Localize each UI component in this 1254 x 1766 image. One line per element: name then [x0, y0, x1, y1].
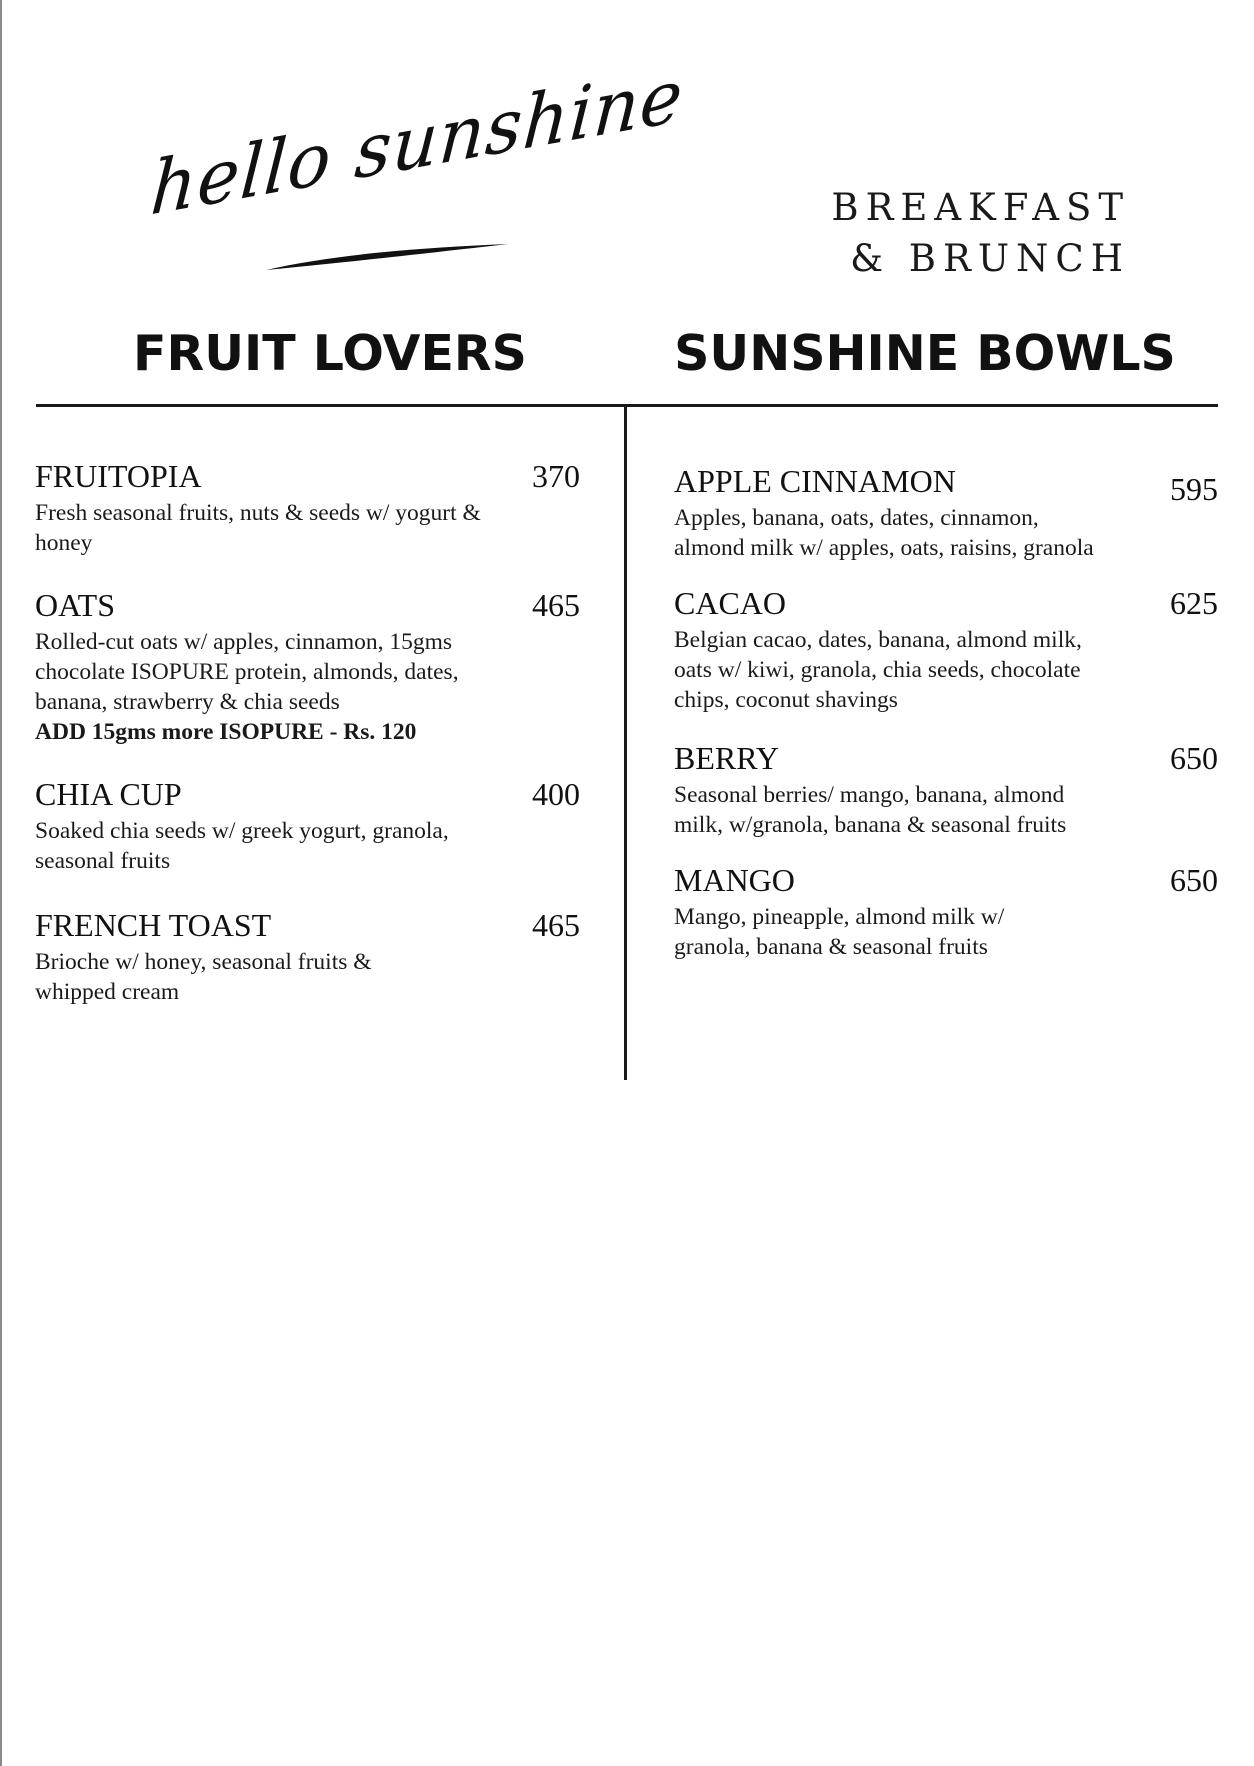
page-edge-divider: [0, 0, 2, 1766]
item-price: 370: [532, 458, 580, 494]
item-description: [674, 503, 1094, 563]
item-name: FRENCH TOAST: [35, 907, 272, 943]
item-price: 465: [532, 907, 580, 943]
item-price: 650: [1170, 740, 1218, 776]
section-title-sunshine-bowls: SUNSHINE BOWLS: [674, 325, 1176, 382]
item-desc-line: Belgian cacao, dates, banana, almond milk,: [674, 627, 1082, 653]
item-price: 400: [532, 776, 580, 812]
item-desc-line: Brioche w/ honey, seasonal fruits &: [35, 949, 372, 975]
item-desc-line: Fresh seasonal fruits, nuts & seeds w/ yogurt &: [35, 500, 481, 526]
item-desc-line: Rolled-cut oats w/ apples, cinnamon, 15gms: [35, 629, 453, 655]
menu-subtitle: [831, 182, 1130, 284]
item-desc-line: milk, w/granola, banana & seasonal fruits: [674, 812, 1067, 838]
horizontal-divider: [36, 404, 1218, 407]
item-desc-line: Apples, banana, oats, dates, cinnamon,: [674, 505, 1039, 531]
item-price: 595: [1170, 471, 1218, 507]
item-name: APPLE CINNAMON: [674, 463, 956, 499]
subtitle-line-1: BREAKFAST: [831, 186, 1130, 229]
item-desc-line: whipped cream: [35, 979, 180, 1005]
item-description: [674, 902, 1004, 962]
item-desc-line: chips, coconut shavings: [674, 687, 898, 713]
item-price: 650: [1170, 862, 1218, 898]
logo-text: hello sunshine: [148, 51, 687, 232]
item-desc-line: Seasonal berries/ mango, banana, almond: [674, 782, 1065, 808]
item-name: MANGO: [674, 862, 795, 898]
item-price: 625: [1170, 585, 1218, 621]
item-name: FRUITOPIA: [35, 458, 202, 494]
item-description: [35, 816, 449, 876]
item-description: [674, 625, 1082, 715]
item-price: 465: [532, 587, 580, 623]
logo-swash-underline: [258, 238, 518, 278]
item-description: [674, 780, 1066, 840]
item-desc-line: Mango, pineapple, almond milk w/: [674, 904, 1005, 930]
section-title-fruit-lovers: FRUIT LOVERS: [133, 325, 527, 382]
item-desc-line: seasonal fruits: [35, 848, 171, 874]
item-desc-line: oats w/ kiwi, granola, chia seeds, chocolate: [674, 657, 1081, 683]
vertical-divider: [624, 407, 627, 1080]
item-name: CACAO: [674, 585, 787, 621]
subtitle-line-2: & BRUNCH: [850, 237, 1130, 280]
item-desc-line: Soaked chia seeds w/ greek yogurt, granola,: [35, 818, 449, 844]
item-description: [35, 627, 459, 747]
item-name: CHIA CUP: [35, 776, 182, 812]
item-desc-line: chocolate ISOPURE protein, almonds, dates,: [35, 659, 459, 685]
item-description: [35, 498, 481, 558]
hello-sunshine-logo: [148, 51, 687, 278]
item-description: [35, 947, 372, 1007]
item-add-on-note: ADD 15gms more ISOPURE - Rs. 120: [35, 719, 417, 745]
item-desc-line: honey: [35, 530, 93, 556]
item-desc-line: granola, banana & seasonal fruits: [674, 934, 988, 960]
item-name: OATS: [35, 587, 116, 623]
item-desc-line: banana, strawberry & chia seeds: [35, 689, 340, 715]
item-name: BERRY: [674, 740, 779, 776]
item-desc-line: almond milk w/ apples, oats, raisins, granola: [674, 535, 1094, 561]
